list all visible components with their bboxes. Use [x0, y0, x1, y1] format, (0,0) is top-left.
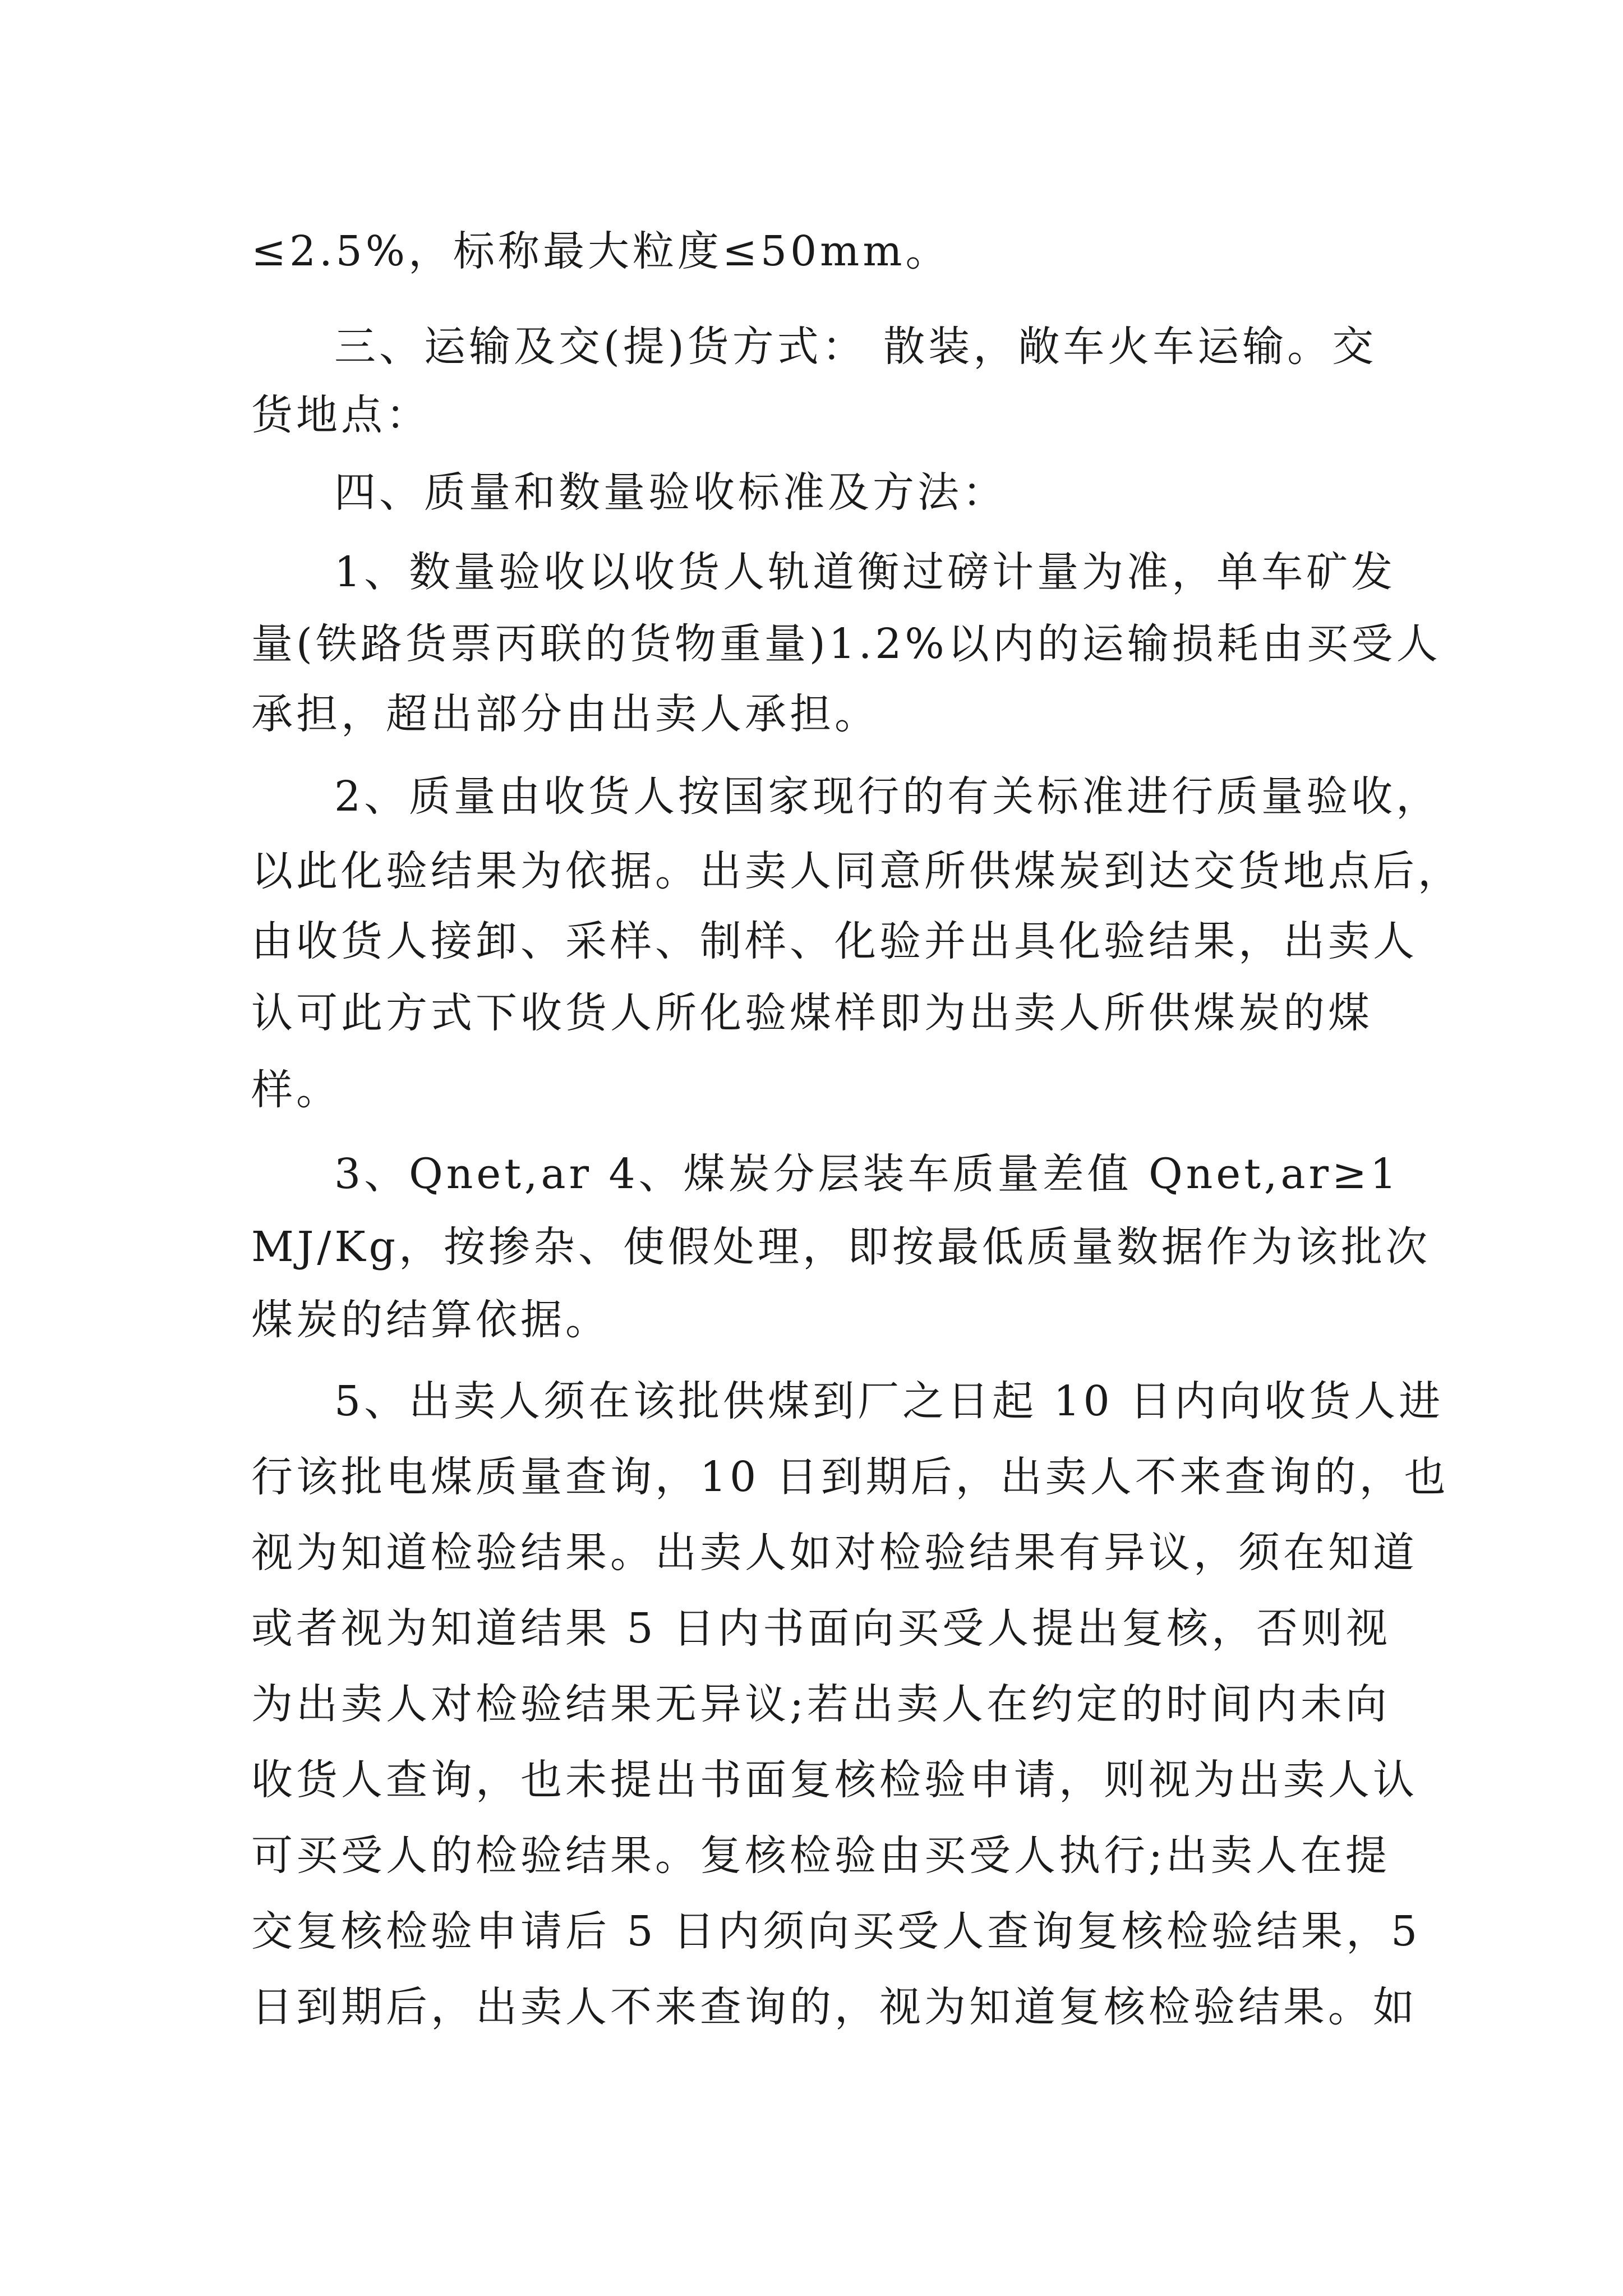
text-line: 认可此方式下收货人所化验煤样即为出卖人所供煤炭的煤 [251, 989, 1373, 1037]
text-line: 交复核检验申请后 5 日内须向买受人查询复核检验结果，5 [251, 1907, 1421, 1955]
text-line: MJ/Kg，按掺杂、使假处理，即按最低质量数据作为该批次 [251, 1223, 1431, 1271]
text-line: 2、质量由收货人按国家现行的有关标准进行质量验收， [334, 772, 1441, 821]
text-line: 以此化验结果为依据。出卖人同意所供煤炭到达交货地点后， [251, 847, 1463, 895]
text-line: 3、Qnet,ar 4、煤炭分层装车质量差值 Qnet,ar≥1 [334, 1150, 1400, 1198]
text-line: 量(铁路货票丙联的货物重量)1.2%以内的运输损耗由买受人 [251, 620, 1441, 668]
text-line: 视为知道检验结果。出卖人如对检验结果有异议，须在知道 [251, 1529, 1418, 1577]
text-line: 承担，超出部分由出卖人承担。 [251, 690, 879, 738]
text-line: 由收货人接卸、采样、制样、化验并出具化验结果，出卖人 [251, 917, 1418, 965]
text-line: 货地点： [251, 391, 431, 439]
text-line: 收货人查询，也未提出书面复核检验申请，则视为出卖人认 [251, 1756, 1418, 1804]
text-line: 日到期后，出卖人不来查询的，视为知道复核检验结果。如 [251, 1983, 1418, 2031]
text-line: 行该批电煤质量查询，10 日到期后，出卖人不来查询的，也 [251, 1453, 1449, 1501]
text-line: 或者视为知道结果 5 日内书面向买受人提出复核，否则视 [251, 1604, 1391, 1653]
text-line: 样。 [251, 1066, 341, 1114]
text-line: 四、质量和数量验收标准及方法： [334, 468, 1007, 517]
text-line: ≤2.5%，标称最大粒度≤50mm。 [251, 227, 951, 275]
text-line: 5、出卖人须在该批供煤到厂之日起 10 日内向收货人进 [334, 1377, 1444, 1425]
text-line: 1、数量验收以收货人轨道衡过磅计量为准，单车矿发 [334, 548, 1396, 596]
text-line: 为出卖人对检验结果无异议;若出卖人在约定的时间内未向 [251, 1680, 1390, 1728]
text-line: 可买受人的检验结果。复核检验由买受人执行;出卖人在提 [251, 1832, 1390, 1880]
text-line: 煤炭的结算依据。 [251, 1296, 610, 1344]
text-line: 三、运输及交(提)货方式： 散装，敞车火车运输。交 [334, 323, 1377, 371]
